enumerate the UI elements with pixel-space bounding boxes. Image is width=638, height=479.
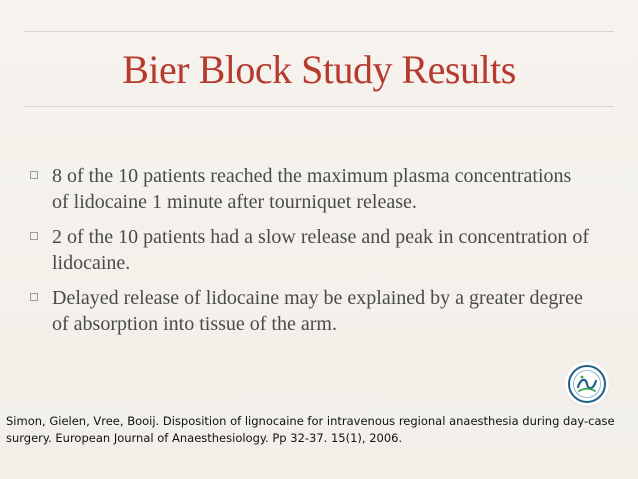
top-divider (24, 31, 614, 32)
bullet-text: Delayed release of lidocaine may be explained by a greater degree of absorption into tissue of the arm. (52, 287, 583, 335)
bullet-list (30, 163, 590, 346)
bullet-item (30, 285, 590, 337)
hollow-square-bullet-icon (30, 232, 38, 240)
logo-graphic (567, 364, 607, 404)
bullet-item (30, 224, 590, 276)
title-divider (24, 106, 614, 107)
slide-title: Bier Block Study Results (122, 47, 516, 92)
circular-logo-icon (567, 364, 607, 404)
hollow-square-bullet-icon (30, 293, 38, 301)
hollow-square-bullet-icon (30, 171, 38, 179)
bullet-item (30, 163, 590, 215)
citation-text: Simon, Gielen, Vree, Booij. Disposition of lignocaine for intravenous regional anaesthesia during day-case surgery. European Journal of Anaesthesiology. Pp 32-37. 15(1), 2006. (6, 414, 615, 445)
bullet-text: 8 of the 10 patients reached the maximum plasma concentrations of lidocaine 1 minute after tourniquet release. (52, 165, 572, 213)
bullet-text: 2 of the 10 patients had a slow release and peak in concentration of lidocaine. (52, 226, 590, 274)
